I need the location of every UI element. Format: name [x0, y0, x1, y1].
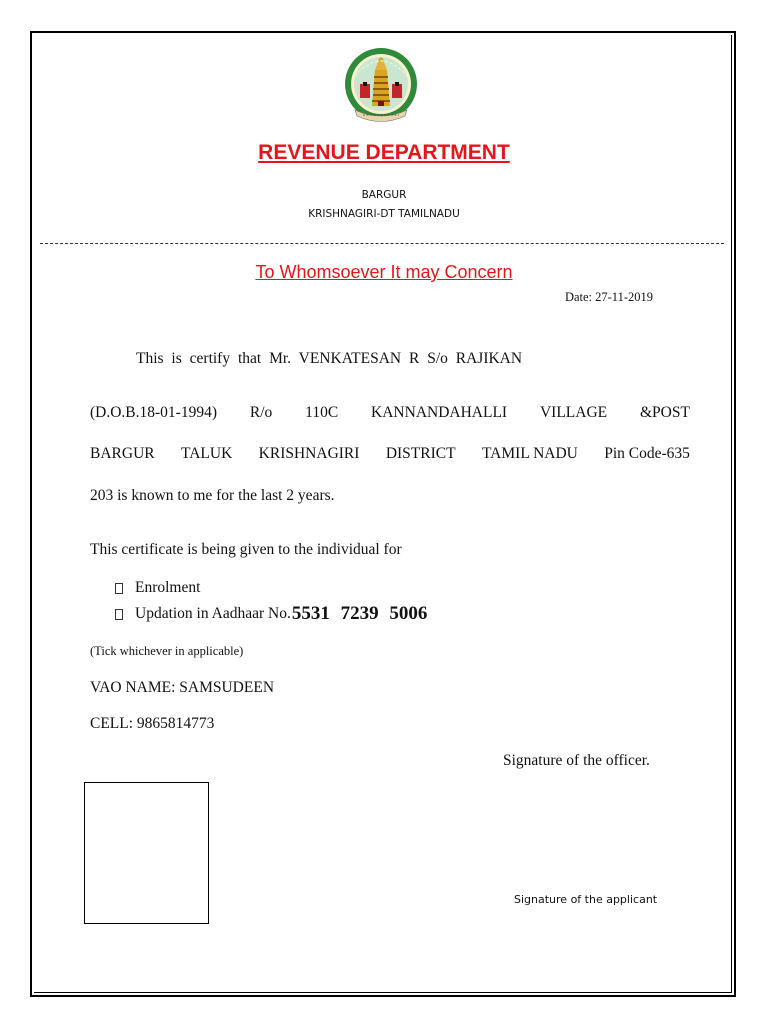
pincode-text: Pin Code-635 — [604, 445, 690, 462]
door-number-text: 110C — [305, 404, 339, 421]
district-name-text: KRISHNAGIRI — [258, 445, 360, 462]
address-line-2 — [90, 445, 690, 463]
state-text: TAMIL NADU — [481, 445, 578, 462]
village-label-text: VILLAGE — [539, 404, 608, 421]
department-title: REVENUE DEPARTMENT — [258, 141, 510, 164]
place-name: BARGUR — [361, 189, 407, 201]
checkbox-icon — [115, 609, 123, 620]
letter-date: Date: 27-11-2019 — [564, 290, 653, 304]
dashed-divider — [40, 243, 724, 244]
updation-option — [115, 603, 427, 625]
updation-label: Updation in Aadhaar No. — [135, 605, 291, 622]
certify-line: This is certify that Mr. VENKATESAN R S/o RAJIKAN — [136, 350, 523, 367]
known-line: 203 is known to me for the last 2 years. — [90, 487, 335, 504]
letter-heading: To Whomsoever It may Concern — [255, 262, 513, 282]
taluk-label-text: TALUK — [181, 445, 233, 462]
address-line-1 — [90, 404, 690, 422]
post-text: &POST — [640, 404, 690, 421]
vao-name: VAO NAME: SAMSUDEEN — [90, 679, 275, 696]
checkbox-icon — [115, 583, 123, 594]
district-name: KRISHNAGIRI-DT TAMILNADU — [308, 208, 460, 220]
tick-note: (Tick whichever in applicable) — [90, 644, 244, 658]
dob-text: (D.O.B.18-01-1994) — [90, 404, 217, 421]
purpose-line: This certificate is being given to the individual for — [90, 541, 402, 558]
aadhaar-number: 5531 7239 5006 — [291, 603, 428, 624]
photo-box — [84, 782, 209, 924]
vao-cell: CELL: 9865814773 — [90, 715, 215, 732]
officer-signature-label: Signature of the officer. — [503, 752, 650, 769]
enrolment-label: Enrolment — [135, 579, 201, 596]
village-name-text: KANNANDAHALLI — [371, 404, 508, 421]
taluk-name-text: BARGUR — [90, 445, 155, 462]
state-emblem-icon — [341, 46, 421, 126]
resident-text: R/o — [249, 404, 273, 421]
district-label-text: DISTRICT — [385, 445, 456, 462]
applicant-signature-label: Signature of the applicant — [514, 893, 658, 906]
enrolment-option — [115, 579, 200, 597]
